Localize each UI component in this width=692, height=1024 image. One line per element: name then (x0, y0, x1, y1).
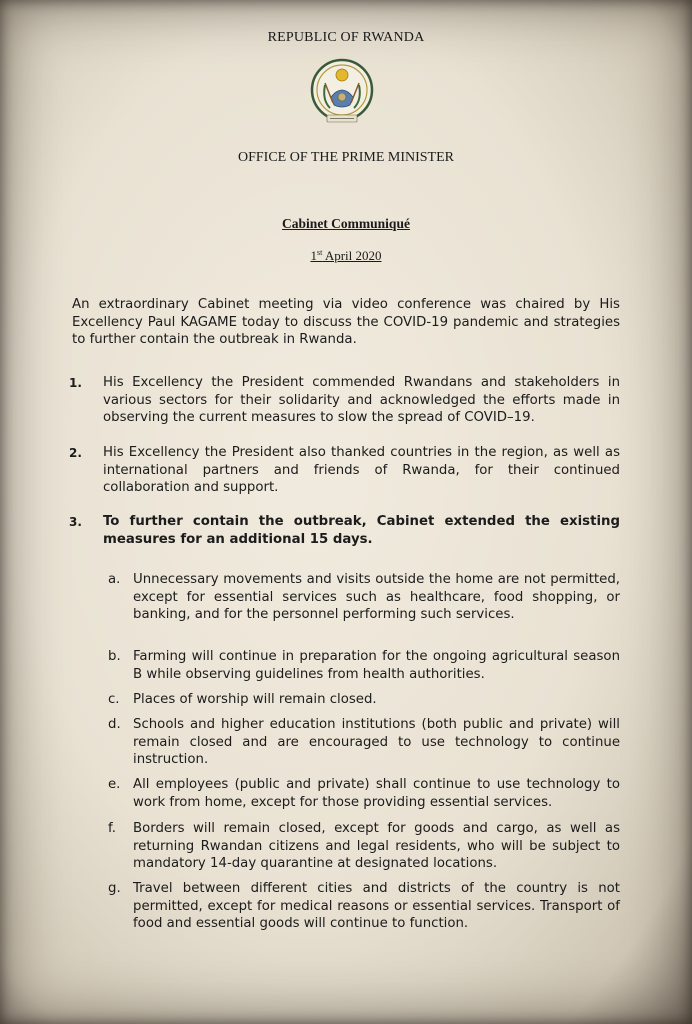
date-day: 1 (310, 248, 317, 263)
item-number-1: 1. (69, 376, 82, 390)
subitem-text-a: Unnecessary movements and visits outside the home are not permitted, except for essential services such as healthcare, food shopping, or banking, and for the personnel performing such services. (133, 572, 620, 622)
subitem-letter-e: e. (108, 777, 121, 792)
item-text-1: His Excellency the President commended Rwandans and stakeholders in various sectors for their solidarity and acknowledged the efforts made in observing the current measures to slow the spread of COVID–19. (103, 375, 620, 425)
subitem-text-e: All employees (public and private) shall continue to use technology to work from home, except for those providing essential services. (133, 777, 620, 810)
subitem-text-c: Places of worship will remain closed. (133, 692, 377, 707)
subitem-text-f: Borders will remain closed, except for goods and cargo, as well as returning Rwandan citizens and legal residents, who will be subject to mandatory 14-day quarantine at designated locations. (133, 821, 620, 871)
document-title: Cabinet Communiqué (282, 216, 410, 231)
subitem-text-b: Farming will continue in preparation for the ongoing agricultural season B while observing guidelines from health authorities. (133, 649, 620, 682)
item-text-3: To further contain the outbreak, Cabinet extended the existing measures for an additional 15 days. (103, 514, 620, 547)
intro-paragraph: An extraordinary Cabinet meeting via video conference was chaired by His Excellency Paul KAGAME today to discuss the COVID-19 pandemic and strategies to further contain the outbreak in Rwanda. (72, 297, 620, 347)
item-text-2: His Excellency the President also thanked countries in the region, as well as international partners and friends of Rwanda, for their continued collaboration and support. (103, 445, 620, 495)
republic-heading: REPUBLIC OF RWANDA (267, 30, 425, 45)
date-rest: April 2020 (322, 248, 382, 263)
document-date (0, 248, 692, 264)
subitem-letter-a: a. (108, 572, 121, 587)
subitem-letter-c: c. (108, 692, 120, 707)
national-seal-icon (305, 55, 379, 129)
subitem-letter-f: f. (108, 821, 116, 836)
subitem-letter-d: d. (108, 717, 121, 732)
subitem-text-g: Travel between different cities and districts of the country is not permitted, except for medical reasons or essential services. Transport of food and essential goods will continue to function. (133, 881, 620, 931)
item-number-2: 2. (69, 446, 82, 460)
subitem-letter-g: g. (108, 881, 121, 896)
office-heading: OFFICE OF THE PRIME MINISTER (238, 150, 454, 165)
item-number-3: 3. (69, 515, 82, 529)
date-suffix: st (316, 248, 323, 257)
subitem-letter-b: b. (108, 649, 121, 664)
subitem-text-d: Schools and higher education institutions (both public and private) will remain closed and are encouraged to use technology to continue instruction. (133, 717, 620, 767)
